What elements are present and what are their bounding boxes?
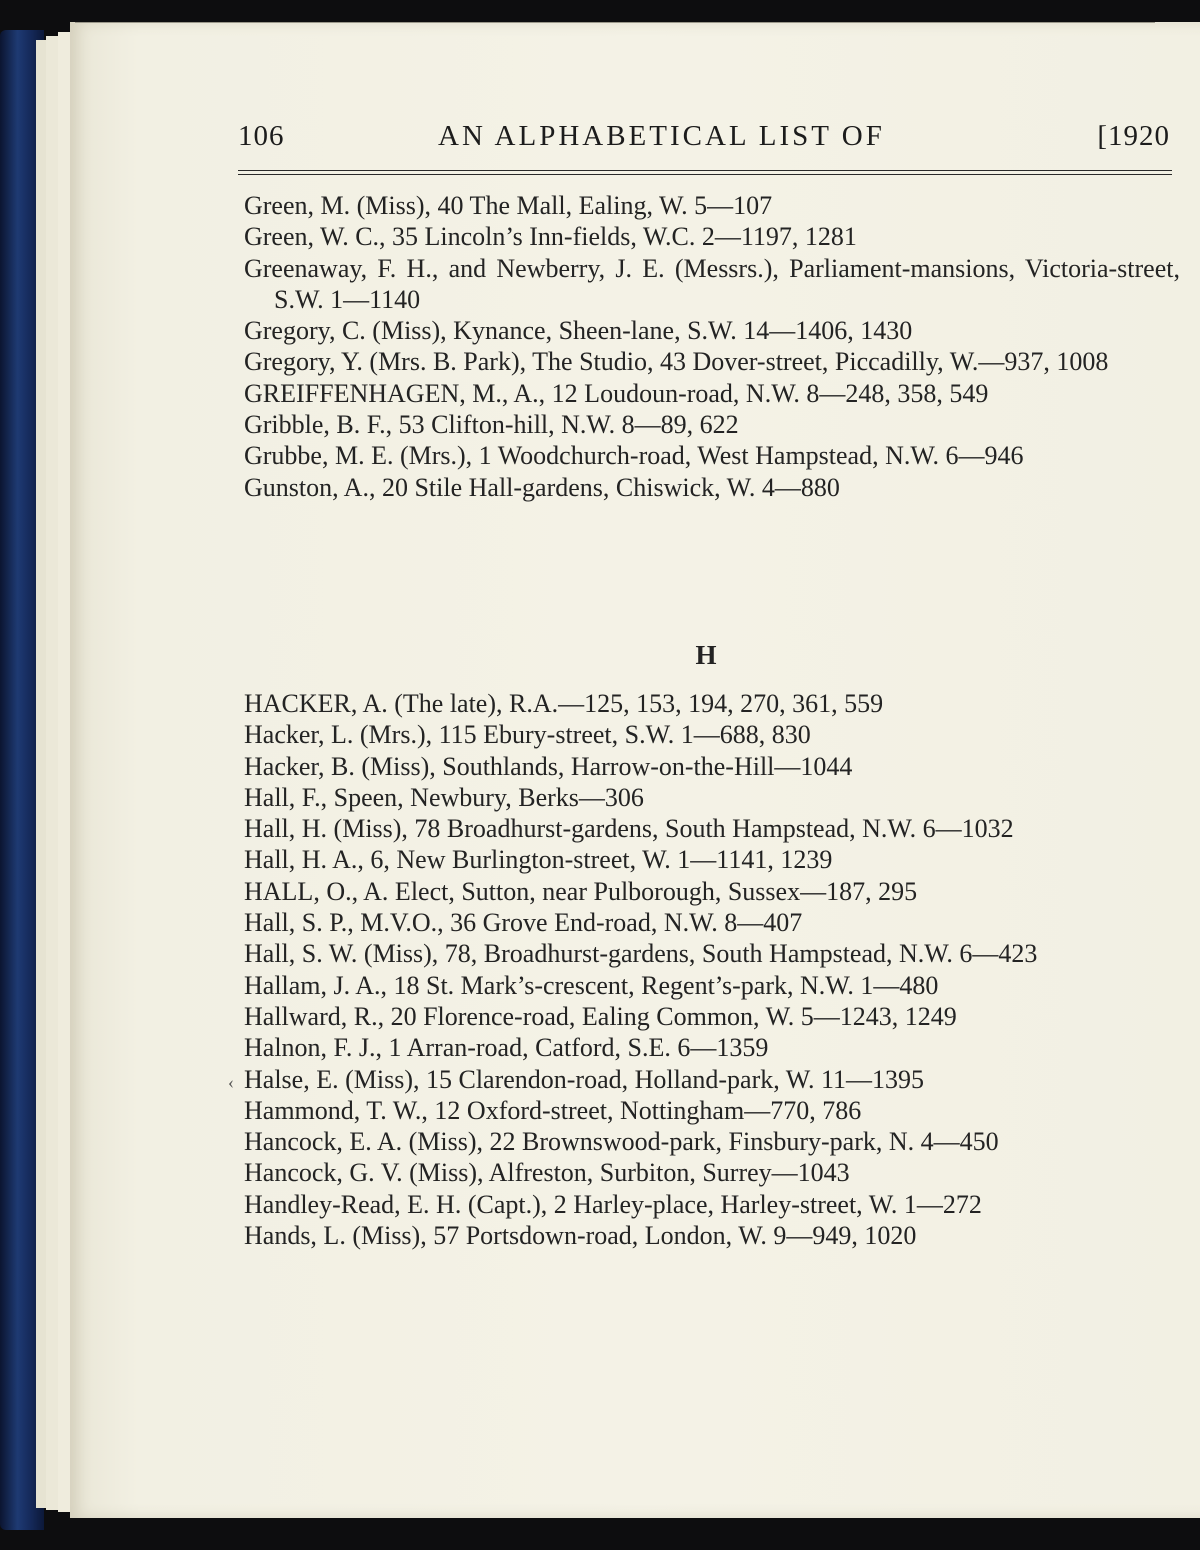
header-double-rule <box>238 170 1172 175</box>
list-entry: Green, M. (Miss), 40 The Mall, Ealing, W. 5—107 <box>244 191 773 220</box>
page-number: 106 <box>238 120 285 152</box>
list-entry: Hallward, R., 20 Florence-road, Ealing Common, W. 5—1243, 1249 <box>244 1001 957 1031</box>
running-year: [1920 <box>1097 120 1170 152</box>
list-entry: Hall, S. P., M.V.O., 36 Grove End-road, N.W. 8—407 <box>244 908 803 938</box>
section-letter-heading: H <box>695 640 717 670</box>
g-entry-list <box>244 190 1180 503</box>
list-entry: Green, W. C., 35 Lincoln’s Inn-fields, W.C. 2—1197, 1281 <box>244 222 857 252</box>
list-entry: Handley-Read, E. H. (Capt.), 2 Harley-place, Harley-street, W. 1—272 <box>244 1189 982 1219</box>
list-entry: Hammond, T. W., 12 Oxford-street, Nottingham—770, 786 <box>244 1095 862 1125</box>
list-entry: Hacker, L. (Mrs.), 115 Ebury-street, S.W. 1—688, 830 <box>244 720 811 750</box>
running-title: AN ALPHABETICAL LIST OF <box>438 120 885 152</box>
running-head <box>238 120 1172 160</box>
list-entry: Hallam, J. A., 18 St. Mark’s-crescent, Regent’s-park, N.W. 1—480 <box>244 970 939 1000</box>
list-entry: HALL, O., A. Elect, Sutton, near Pulborough, Sussex—187, 295 <box>244 876 918 906</box>
list-entry: Hancock, E. A. (Miss), 22 Brownswood-park, Finsbury-park, N. 4—450 <box>244 1127 999 1157</box>
list-entry: Gunston, A., 20 Stile Hall-gardens, Chiswick, W. 4—880 <box>244 472 840 502</box>
list-entry: Hacker, B. (Miss), Southlands, Harrow-on-the-Hill—1044 <box>244 751 853 781</box>
list-entry: GREIFFENHAGEN, M., A., 12 Loudoun-road, N.W. 8—248, 358, 549 <box>244 378 989 408</box>
list-entry: Greenaway, F. H., and Newberry, J. E. (Messrs.), Parliament-mansions, Victoria-street, S.W. 1—1140 <box>244 253 1180 314</box>
list-entry: Hall, H. A., 6, New Burlington-street, W. 1—1141, 1239 <box>244 845 833 875</box>
list-entry: Halse, E. (Miss), 15 Clarendon-road, Holland-park, W. 11—1395 <box>244 1064 924 1094</box>
list-entry: Hands, L. (Miss), 57 Portsdown-road, London, W. 9—949, 1020 <box>244 1221 917 1251</box>
list-entry: Hancock, G. V. (Miss), Alfreston, Surbiton, Surrey—1043 <box>244 1158 850 1188</box>
list-entry: HACKER, A. (The late), R.A.—125, 153, 194, 270, 361, 559 <box>244 689 884 718</box>
list-entry: Hall, F., Speen, Newbury, Berks—306 <box>244 782 644 812</box>
margin-pencil-mark: ‹ <box>228 1072 234 1092</box>
list-entry: Grubbe, M. E. (Mrs.), 1 Woodchurch-road, West Hampstead, N.W. 6—946 <box>244 441 1024 471</box>
list-entry: Gregory, Y. (Mrs. B. Park), The Studio, 43 Dover-street, Piccadilly, W.—937, 1008 <box>244 347 1109 377</box>
page-top-rule <box>75 22 1155 23</box>
list-entry: Gregory, C. (Miss), Kynance, Sheen-lane, S.W. 14—1406, 1430 <box>244 316 913 346</box>
list-entry: Hall, S. W. (Miss), 78, Broadhurst-gardens, South Hampstead, N.W. 6—423 <box>244 939 1038 969</box>
list-entry: Halnon, F. J., 1 Arran-road, Catford, S.E. 6—1359 <box>244 1033 769 1063</box>
list-entry: Gribble, B. F., 53 Clifton-hill, N.W. 8—89, 622 <box>244 410 739 440</box>
list-entry: Hall, H. (Miss), 78 Broadhurst-gardens, South Hampstead, N.W. 6—1032 <box>244 814 1014 844</box>
h-entry-list <box>244 688 1180 1251</box>
